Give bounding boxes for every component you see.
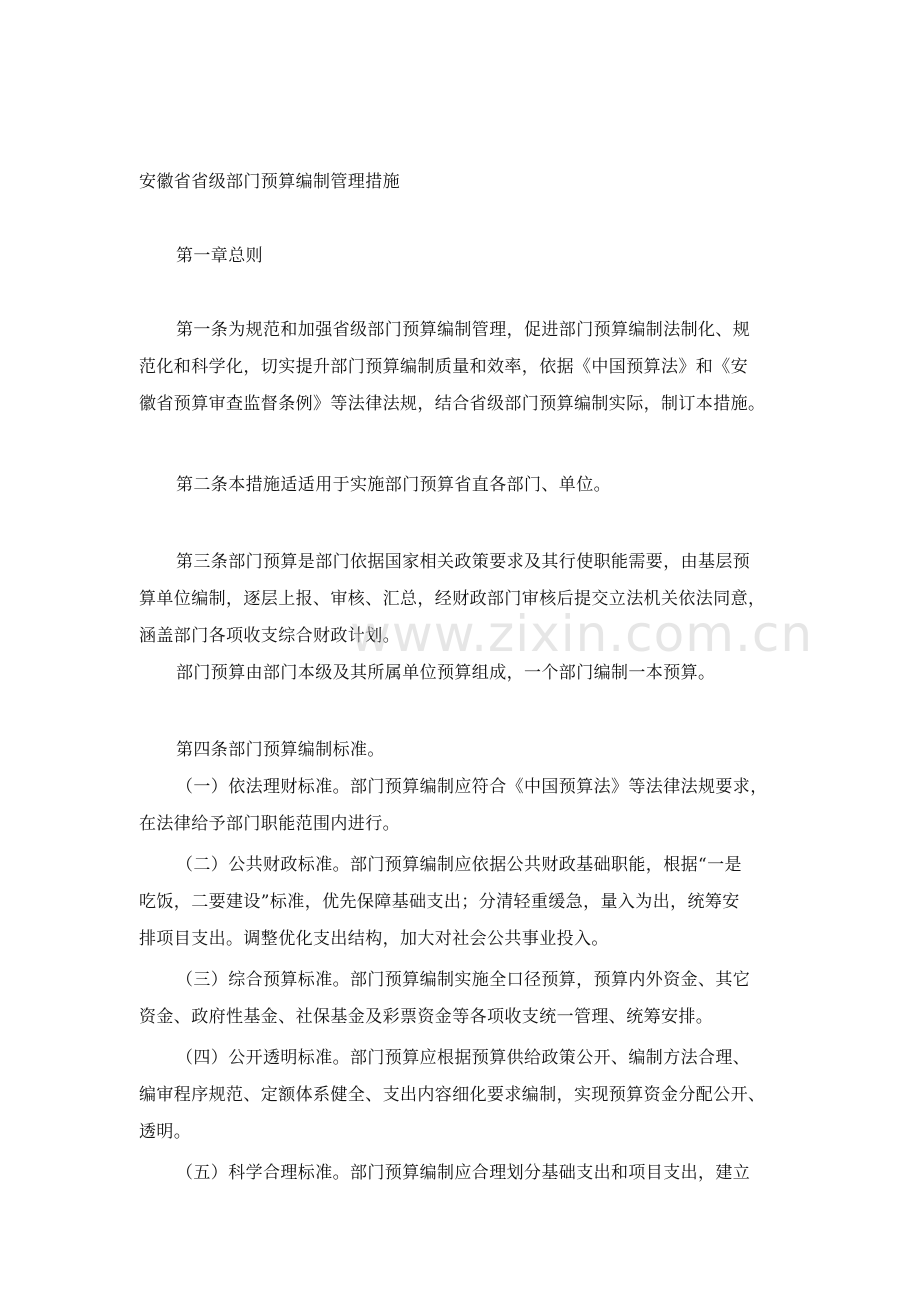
article-4-item-2-line-3: 排项目支出。调整优化支出结构，加大对社会公共事业投入。	[139, 929, 609, 949]
article-2: 第二条本措施适适用于实施部门预算省直各部门、单位。	[176, 475, 611, 495]
article-3-line-3: 涵盖部门各项收支综合财政计划。	[139, 626, 400, 646]
article-1-line-3: 徽省预算审查监督条例》等法律法规，结合省级部门预算编制实际，制订本措施。	[139, 394, 766, 414]
article-4-item-1-line-2: 在法律给予部门职能范围内进行。	[139, 814, 400, 834]
article-4-item-4-line-1: （四）公开透明标准。部门预算应根据预算供给政策公开、编制方法合理、	[176, 1048, 751, 1068]
article-1-line-1: 第一条为规范和加强省级部门预算编制管理，促进部门预算编制法制化、规	[176, 320, 751, 340]
article-3-paragraph-2: 部门预算由部门本级及其所属单位预算组成，一个部门编制一本预算。	[176, 663, 716, 683]
article-3-line-2: 算单位编制，逐层上报、审核、汇总，经财政部门审核后提交立法机关依法同意，	[139, 589, 766, 609]
article-4-item-4-line-2: 编审程序规范、定额体系健全、支出内容细化要求编制，实现预算资金分配公开、	[139, 1085, 766, 1105]
article-4-item-3-line-2: 资金、政府性基金、社保基金及彩票资金等各项收支统一管理、统筹安排。	[139, 1007, 714, 1027]
article-1-line-2: 范化和科学化，切实提升部门预算编制质量和效率，依据《中国预算法》和《安	[139, 357, 748, 377]
chapter-heading: 第一章总则	[176, 246, 263, 266]
article-4-heading: 第四条部门预算编制标准。	[176, 740, 385, 760]
article-4-item-2-line-2: 吃饭，二要建设”标准，优先保障基础支出；分清轻重缓急，量入为出，统筹安	[139, 892, 740, 912]
article-4-item-5-line-1: （五）科学合理标准。部门预算编制应合理划分基础支出和项目支出，建立	[176, 1163, 751, 1183]
article-4-item-3-line-1: （三）综合预算标准。部门预算编制实施全口径预算，预算内外资金、其它	[176, 970, 751, 990]
article-4-item-1-line-1: （一）依法理财标准。部门预算编制应符合《中国预算法》等法律法规要求，	[176, 777, 768, 797]
document-title: 安徽省省级部门预算编制管理措施	[139, 172, 400, 192]
article-4-item-4-line-3: 透明。	[139, 1122, 192, 1142]
article-4-item-2-line-1: （二）公共财政标准。部门预算编制应依据公共财政基础职能，根据“一是	[176, 855, 742, 875]
article-3-line-1: 第三条部门预算是部门依据国家相关政策要求及其行使职能需要，由基层预	[176, 552, 751, 572]
watermark: www.zixin.com.cn	[350, 605, 814, 663]
